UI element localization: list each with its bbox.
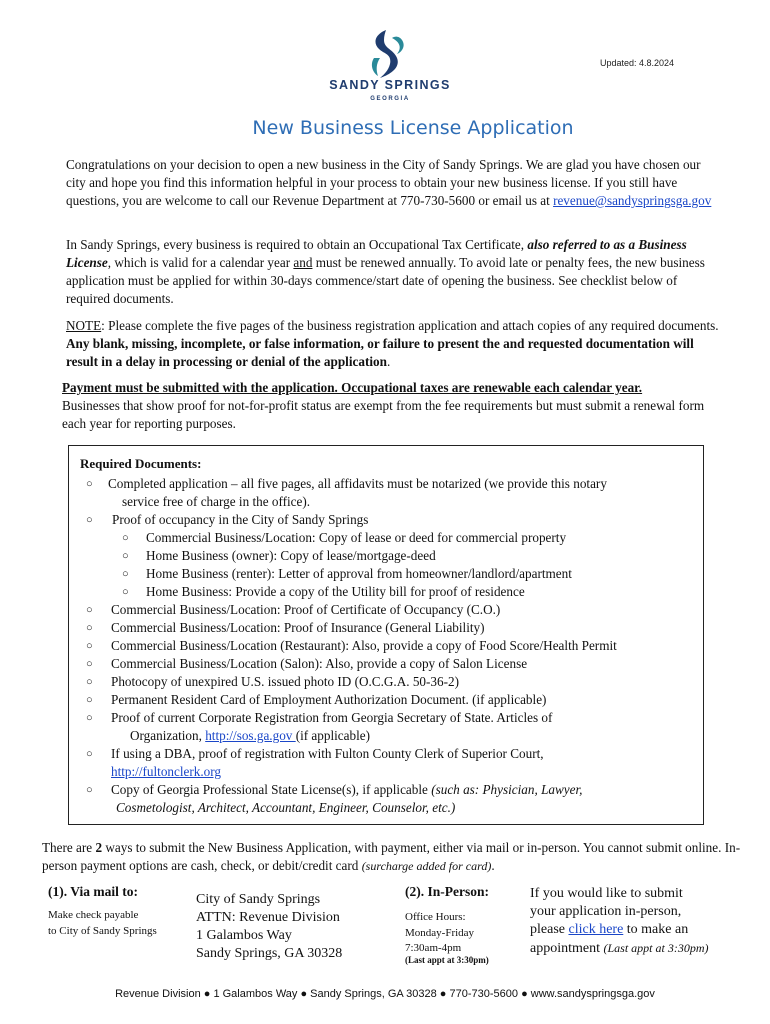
submit-text-a: There are	[42, 840, 96, 855]
bullet-icon: ○	[122, 568, 129, 580]
bullet-icon: ○	[86, 676, 93, 688]
license-and-underlined: and	[293, 255, 313, 270]
payment-notice: Payment must be submitted with the application. Occupational taxes are renewable each calendar year.	[62, 380, 643, 395]
license-bold-text: also referred to as a Business License	[66, 237, 687, 270]
note-bold-text: Any blank, missing, incomplete, or false information, or failure to present the and requested documentation will result in a delay in processing or denial of the application	[66, 336, 694, 369]
license-text-a: In Sandy Springs, every business is required to obtain an Occupational Tax Certificate,	[66, 237, 528, 252]
bullet-icon: ○	[86, 694, 93, 706]
fultonclerk-link[interactable]: http://fultonclerk.org	[111, 764, 222, 779]
item-text: Proof of occupancy in the City of Sandy Springs	[112, 512, 369, 527]
updated-date: Updated: 4.8.2024	[600, 58, 675, 68]
footer-contact: Revenue Division ● 1 Galambos Way ● Sandy Springs, GA 30328 ● 770-730-5600 ● www.sandyspringsga.gov	[115, 988, 655, 1000]
mail-address-line: City of Sandy Springs	[196, 892, 321, 907]
bullet-icon: ○	[86, 658, 93, 670]
intro-text: Congratulations on your decision to open a new business in the City of Sandy Springs. We are glad you have chosen our city and hope you find this information helpful in your process to obtain your new business license. If you still have questions, you are welcome to call our Revenue Department at 770-730-5600 or email us at	[66, 157, 701, 208]
office-time: 7:30am-4pm	[405, 942, 462, 954]
bullet-icon: ○	[122, 550, 129, 562]
submit-text-b: ways to submit the New Business Application, with payment, either via mail or in-person. You cannot submit online. In-person payment options are cash, check, or debit/credit card	[42, 840, 741, 873]
item-text: Proof of current Corporate Registration from Georgia Secretary of State. Articles of	[111, 710, 553, 725]
note-end: .	[386, 354, 391, 369]
item-text: Commercial Business/Location (Salon): Also, provide a copy of Salon License	[111, 656, 528, 671]
appointment-line	[530, 921, 688, 939]
surcharge-note: (surcharge added for card)	[361, 859, 492, 873]
last-appt-italic: (Last appt at 3:30pm)	[603, 941, 709, 955]
office-hours-label: Office Hours:	[405, 911, 466, 923]
bullet-icon: ○	[86, 748, 93, 760]
submit-end: .	[491, 858, 495, 873]
item-text: Commercial Business/Location: Proof of Insurance (General Liability)	[111, 620, 485, 635]
license-text-b: , which is valid for a calendar year	[107, 255, 294, 270]
item-text: Completed application – all five pages, all affidavits must be notarized (we provide this notary	[108, 476, 607, 491]
intro-paragraph	[66, 156, 716, 210]
bullet-icon: ○	[122, 586, 129, 598]
submit-paragraph	[42, 839, 742, 875]
bullet-icon: ○	[86, 712, 93, 724]
bullet-icon: ○	[86, 622, 93, 634]
item-text: Permanent Resident Card of Employment Authorization Document. (if applicable)	[111, 692, 547, 707]
page-title: New Business License Application	[252, 117, 574, 139]
corp-cont-text: Organization,	[130, 728, 206, 743]
mail-address-line: 1 Galambos Way	[196, 928, 292, 943]
sub-item-text: Home Business: Provide a copy of the Utility bill for proof of residence	[146, 584, 525, 599]
nonprofit-note: Businesses that show proof for not-for-profit status are exempt from the fee requirements but must submit a renewal form each year for reporting purposes.	[62, 398, 705, 431]
logo-name: SANDY SPRINGS	[329, 78, 451, 92]
via-mail-heading: (1). Via mail to:	[48, 884, 138, 899]
appointment-text: appointment	[530, 941, 604, 956]
item-continuation: Cosmetologist, Architect, Accountant, Engineer, Counselor, etc.)	[116, 800, 456, 815]
bullet-icon: ○	[86, 478, 93, 490]
appointment-line-2	[530, 939, 709, 958]
item-text: Copy of Georgia Professional State License(s), if applicable	[111, 782, 432, 797]
item-continuation	[130, 727, 370, 745]
item-text: If using a DBA, proof of registration with Fulton County Clerk of Superior Court,	[111, 746, 544, 761]
in-person-heading: (2). In-Person:	[405, 884, 489, 899]
office-days: Monday-Friday	[405, 927, 475, 939]
item-text: Photocopy of unexpired U.S. issued photo ID (O.C.G.A. 50-36-2)	[111, 674, 459, 689]
bullet-icon: ○	[86, 784, 93, 796]
mail-address-line: Sandy Springs, GA 30328	[196, 946, 343, 961]
submit-count: 2	[95, 840, 103, 855]
last-appointment-note: (Last appt at 3:30pm)	[405, 955, 489, 965]
item-continuation: service free of charge in the office).	[122, 494, 311, 509]
sub-item-text: Commercial Business/Location: Copy of lease or deed for commercial property	[146, 530, 567, 545]
corp-end-text: (if applicable)	[295, 728, 371, 743]
click-here-link[interactable]: click here	[568, 922, 624, 937]
in-person-text: If you would like to submit	[530, 886, 683, 901]
in-person-text: your application in-person,	[530, 904, 682, 919]
required-documents-title: Required Documents:	[80, 456, 202, 471]
check-payable-note-2: to City of Sandy Springs	[48, 925, 157, 937]
item-text: Commercial Business/Location (Restaurant): Also, provide a copy of Food Score/Health Permit	[111, 638, 617, 653]
license-paragraph	[66, 236, 716, 308]
bullet-icon: ○	[86, 640, 93, 652]
revenue-email-link[interactable]: revenue@sandyspringsga.gov	[553, 193, 712, 208]
sandy-springs-logo-icon	[362, 28, 412, 80]
please-text: please	[530, 922, 569, 937]
sub-item-text: Home Business (renter): Letter of approval from homeowner/landlord/apartment	[146, 566, 572, 581]
make-an-text: to make an	[623, 922, 689, 937]
sub-item-text: Home Business (owner): Copy of lease/mortgage-deed	[146, 548, 436, 563]
mail-address-line: ATTN: Revenue Division	[196, 910, 340, 925]
item-continuation	[111, 763, 221, 781]
note-text: : Please complete the five pages of the business registration application and attach copies of any required documents.	[101, 318, 719, 333]
item-italic-text: (such as: Physician, Lawyer,	[431, 782, 583, 797]
logo-subtitle: GEORGIA	[370, 96, 410, 102]
bullet-icon: ○	[122, 532, 129, 544]
sos-link[interactable]: http://sos.ga.gov	[205, 728, 296, 743]
license-text-c: must be renewed annually. To avoid late or penalty fees, the new business application must be applied for within 30-days commence/start date of opening the business. See checklist below of required documents.	[66, 255, 705, 306]
bullet-icon: ○	[86, 604, 93, 616]
bullet-icon: ○	[86, 514, 93, 526]
check-payable-note: Make check payable	[48, 909, 139, 921]
note-label: NOTE	[66, 318, 102, 333]
note-paragraph	[66, 317, 726, 371]
item-text: Commercial Business/Location: Proof of Certificate of Occupancy (C.O.)	[111, 602, 501, 617]
